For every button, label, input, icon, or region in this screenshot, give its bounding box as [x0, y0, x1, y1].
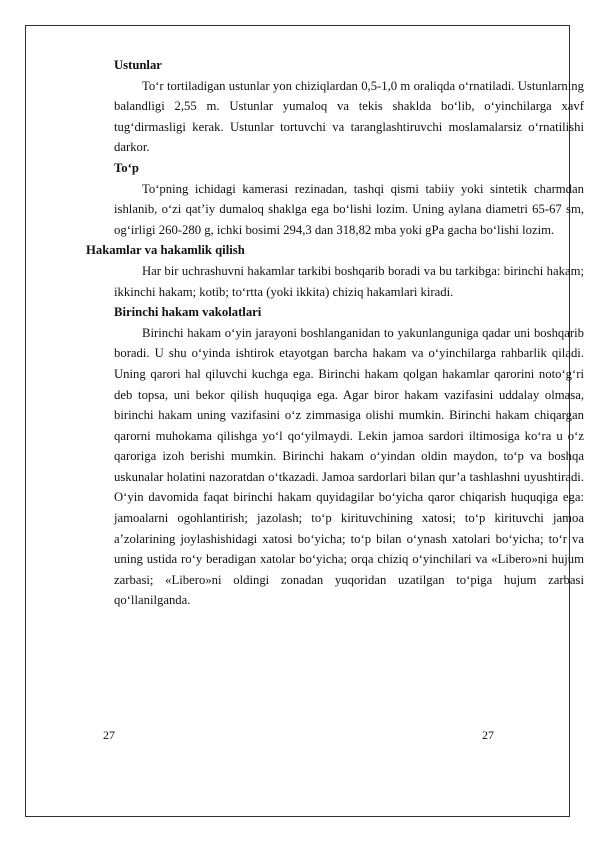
document-body — [86, 55, 584, 611]
page-number-right: 27 — [482, 728, 494, 742]
section-heading-top: To‘p — [114, 160, 139, 175]
paragraph-top: To‘pning ichidagi kamerasi rezinadan, tashqi qismi tabiiy yoki sintetik charmdan ishlanib, o‘zi qat’iy dumaloq shaklga ega bo‘lishi lozim. Uning aylana diametri 65-67 sm, og‘irligi 260-280 g, ichki bosimi 294,3 dan 318,82 mba yoki gPa gacha bo‘lishi lozim. — [114, 181, 584, 237]
section-heading-ustunlar: Ustunlar — [114, 58, 162, 72]
section-heading-hakamlar: Hakamlar va hakamlik qilish — [86, 243, 245, 258]
paragraph-ustunlar: To‘r tortiladigan ustunlar yon chiziqlardan 0,5-1,0 m oraliqda o‘rnatiladi. Ustunlarning balandligi 2,55 m. Ustunlar yumaloq va tekis shaklda bo‘lib, o‘yinchilarga xavf tug‘dirmasligi kerak. Ustunlar tortuvchi va taranglashtiruvchi moslamalarsiz o‘rnatilishi darkor. — [114, 78, 584, 155]
page-number-left: 27 — [103, 728, 115, 742]
section-heading-birinchi-hakam: Birinchi hakam vakolatlari — [114, 305, 262, 320]
paragraph-hakamlar: Har bir uchrashuvni hakamlar tarkibi boshqarib boradi va bu tarkibga: birinchi hakam; ikkinchi hakam; kotib; to‘rtta (yoki ikkita) chiziq hakamlari kiradi. — [114, 263, 584, 299]
paragraph-birinchi-hakam: Birinchi hakam o‘yin jarayoni boshlanganidan to yakunlanguniga qadar uni boshqarib boradi. U shu o‘yinda ishtirok etayotgan barcha hakam va o‘yinchilarga rahbarlik qiladi. Uning qarori hal qiluvchi kuchga ega. Birinchi hakam qolgan hakamlar qarorini noto‘g‘ri deb topsa, uni bekor qilish huquqiga ega. Agar biror hakam vazifasini uddalay olmasa, birinchi hakam uning vazifasini o‘z zimmasiga olishi mumkin. Birinchi hakam chiqargan qarorni muhokama qilishga yo‘l qo‘yilmaydi. Lekin jamoa sardori iltimosiga ko‘ra u o‘z qaroriga izoh berishi mumkin. Birinchi hakam o‘yindan oldin maydon, to‘p va boshqa uskunalar holatini nazoratdan o‘tkazadi. Jamoa sardorlari bilan qur’a tashlashni uyushtiradi. O‘yin davomida faqat birinchi hakam quyidagilar bo‘yicha qaror chiqarish huquqiga ega: jamoalarni ogohlantirish; jazolash; to‘p kirituvchining xatosi; to‘p kirituvchi jamoa a’zolarining joylashishidagi xatosi bo‘yicha; to‘p bilan o‘ynash xatolari bo‘yicha; to‘r va uning ustida ro‘y beradigan xatolar bo‘yicha; orqa chiziq o‘yinchilari va «Libero»ni hujum zarbasi; «Libero»ni oldingi zonadan yuqoridan uzatilgan to‘piga hujum zarbasi qo‘llanilganda. — [114, 325, 584, 608]
